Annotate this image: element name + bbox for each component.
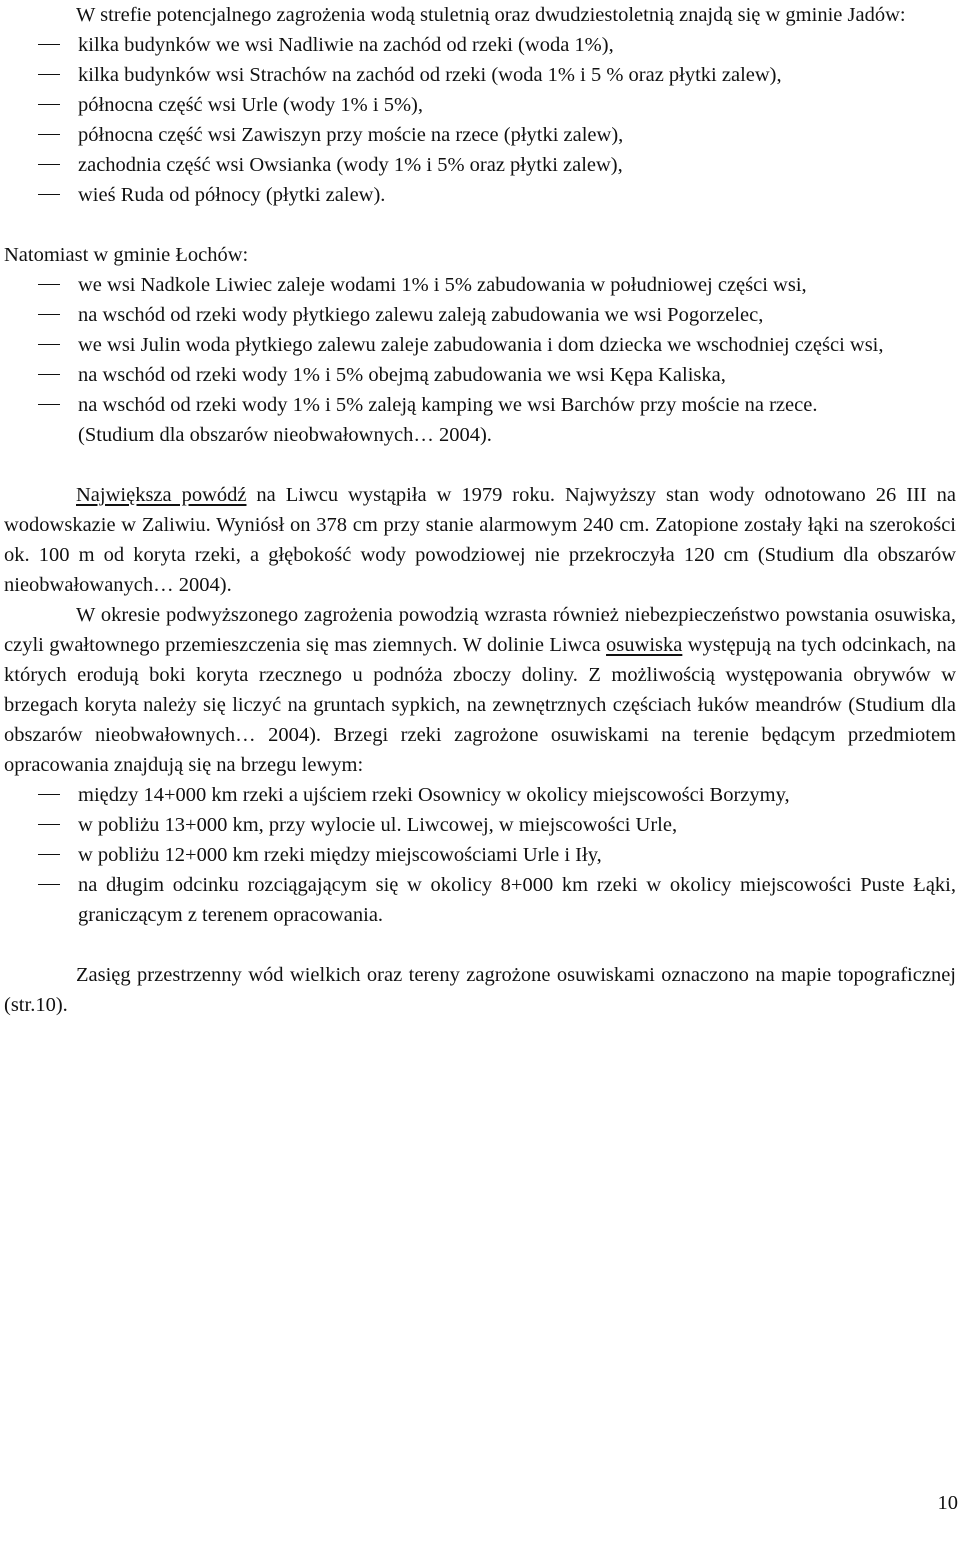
dash-bullet-icon	[38, 374, 60, 375]
dash-bullet-icon	[38, 134, 60, 135]
list-item	[4, 60, 956, 90]
list-item-text: w pobliżu 13+000 km, przy wylocie ul. Liwcowej, w miejscowości Urle,	[78, 814, 678, 836]
list-item	[4, 780, 956, 810]
list-item	[4, 120, 956, 150]
section1-list	[4, 30, 956, 210]
list-item	[4, 150, 956, 180]
list-item	[4, 270, 956, 300]
section2-intro: Natomiast w gminie Łochów:	[4, 244, 249, 266]
list-item-text: kilka budynków wsi Strachów na zachód od rzeki (woda 1% i 5 % oraz płytki zalew),	[78, 64, 782, 86]
list-item	[4, 390, 956, 420]
list-item-text: na wschód od rzeki wody 1% i 5% zaleją kamping we wsi Barchów przy moście na rzece.	[78, 394, 818, 416]
dash-bullet-icon	[38, 74, 60, 75]
dash-bullet-icon	[38, 824, 60, 825]
dash-bullet-icon	[38, 284, 60, 285]
dash-bullet-icon	[38, 344, 60, 345]
dash-bullet-icon	[38, 794, 60, 795]
list-item-text: na długim odcinku rozciągającym się w okolicy 8+000 km rzeki w okolicy miejscowości Puste Łąki, graniczącym z terenem opracowania.	[78, 874, 956, 926]
list-item	[4, 90, 956, 120]
list-item	[4, 330, 956, 360]
list-item-text: północna część wsi Urle (wody 1% i 5%),	[78, 94, 423, 116]
list-item	[4, 30, 956, 60]
section2-list	[4, 270, 956, 420]
dash-bullet-icon	[38, 854, 60, 855]
list-item-text: na wschód od rzeki wody płytkiego zalewu zaleją zabudowania we wsi Pogorzelec,	[78, 304, 764, 326]
document-page	[4, 0, 956, 1020]
dash-bullet-icon	[38, 194, 60, 195]
list-item-text: między 14+000 km rzeki a ujściem rzeki Osownicy w okolicy miejscowości Borzymy,	[78, 784, 790, 806]
list-item-text: w pobliżu 12+000 km rzeki między miejscowościami Urle i Iły,	[78, 844, 602, 866]
list-item	[4, 180, 956, 210]
closing-paragraph: Zasięg przestrzenny wód wielkich oraz tereny zagrożone osuwiskami oznaczono na mapie topograficznej (str.10).	[4, 964, 956, 1016]
landslide-text-part2: występują na tych odcinkach, na których erodują boki koryta rzecznego u podnóża zboczy doliny. Z możliwością występowania obrywów w brzegach koryta należy się liczyć na gruntach sypkich, na zewnętrznych częściach łuków meandrów (Studium dla obszarów nieobwałownych… 2004). Brzegi rzeki zagrożone osuwiskami na terenie będącym przedmiotem opracowania znajdują się na brzegu lewym:	[4, 634, 957, 776]
dash-bullet-icon	[38, 44, 60, 45]
list-item	[4, 360, 956, 390]
flood-text: na Liwcu wystąpiła w 1979 roku. Najwyższy stan wody odnotowano 26 III na wodowskazie w Zaliwiu. Wyniósł on 378 cm przy stanie alarmowym 240 cm. Zatopione zostały łąki na szerokości ok. 100 m od koryta rzeki, a głębokość wody powodziowej nie przekroczyła 120 cm (Studium dla obszarów nieobwałowanych… 2004).	[4, 484, 956, 596]
list-item-text: we wsi Julin woda płytkiego zalewu zaleje zabudowania i dom dziecka we wschodniej części wsi,	[78, 334, 884, 356]
landslide-underlined-term: osuwiska	[606, 634, 683, 656]
section2-reference: (Studium dla obszarów nieobwałownych… 2004).	[78, 424, 492, 446]
page-number: 10	[937, 1492, 958, 1514]
landslide-paragraph	[4, 600, 956, 780]
list-item	[4, 840, 956, 870]
dash-bullet-icon	[38, 404, 60, 405]
dash-bullet-icon	[38, 314, 60, 315]
list-item-text: wieś Ruda od północy (płytki zalew).	[78, 184, 386, 206]
section1-intro: W strefie potencjalnego zagrożenia wodą stuletnią oraz dwudziestoletnią znajdą się w gminie Jadów:	[76, 4, 906, 26]
list-item-text: północna część wsi Zawiszyn przy moście na rzece (płytki zalew),	[78, 124, 624, 146]
list-item-text: kilka budynków we wsi Nadliwie na zachód od rzeki (woda 1%),	[78, 34, 614, 56]
list-item	[4, 870, 956, 930]
landslide-list	[4, 780, 956, 930]
list-item	[4, 300, 956, 330]
dash-bullet-icon	[38, 884, 60, 885]
list-item-text: we wsi Nadkole Liwiec zaleje wodami 1% i 5% zabudowania w południowej części wsi,	[78, 274, 807, 296]
landslide-text-part1: W okresie podwyższonego zagrożenia powodzią wzrasta również niebezpieczeństwo powstania osuwiska, czyli gwałtownego przemieszczenia się mas ziemnych. W dolinie Liwca	[4, 604, 956, 656]
list-item-text: na wschód od rzeki wody 1% i 5% obejmą zabudowania we wsi Kępa Kaliska,	[78, 364, 726, 386]
flood-underlined-term: Największa powódź	[76, 484, 247, 506]
dash-bullet-icon	[38, 104, 60, 105]
flood-paragraph	[4, 480, 956, 600]
dash-bullet-icon	[38, 164, 60, 165]
list-item	[4, 810, 956, 840]
list-item-text: zachodnia część wsi Owsianka (wody 1% i 5% oraz płytki zalew),	[78, 154, 623, 176]
